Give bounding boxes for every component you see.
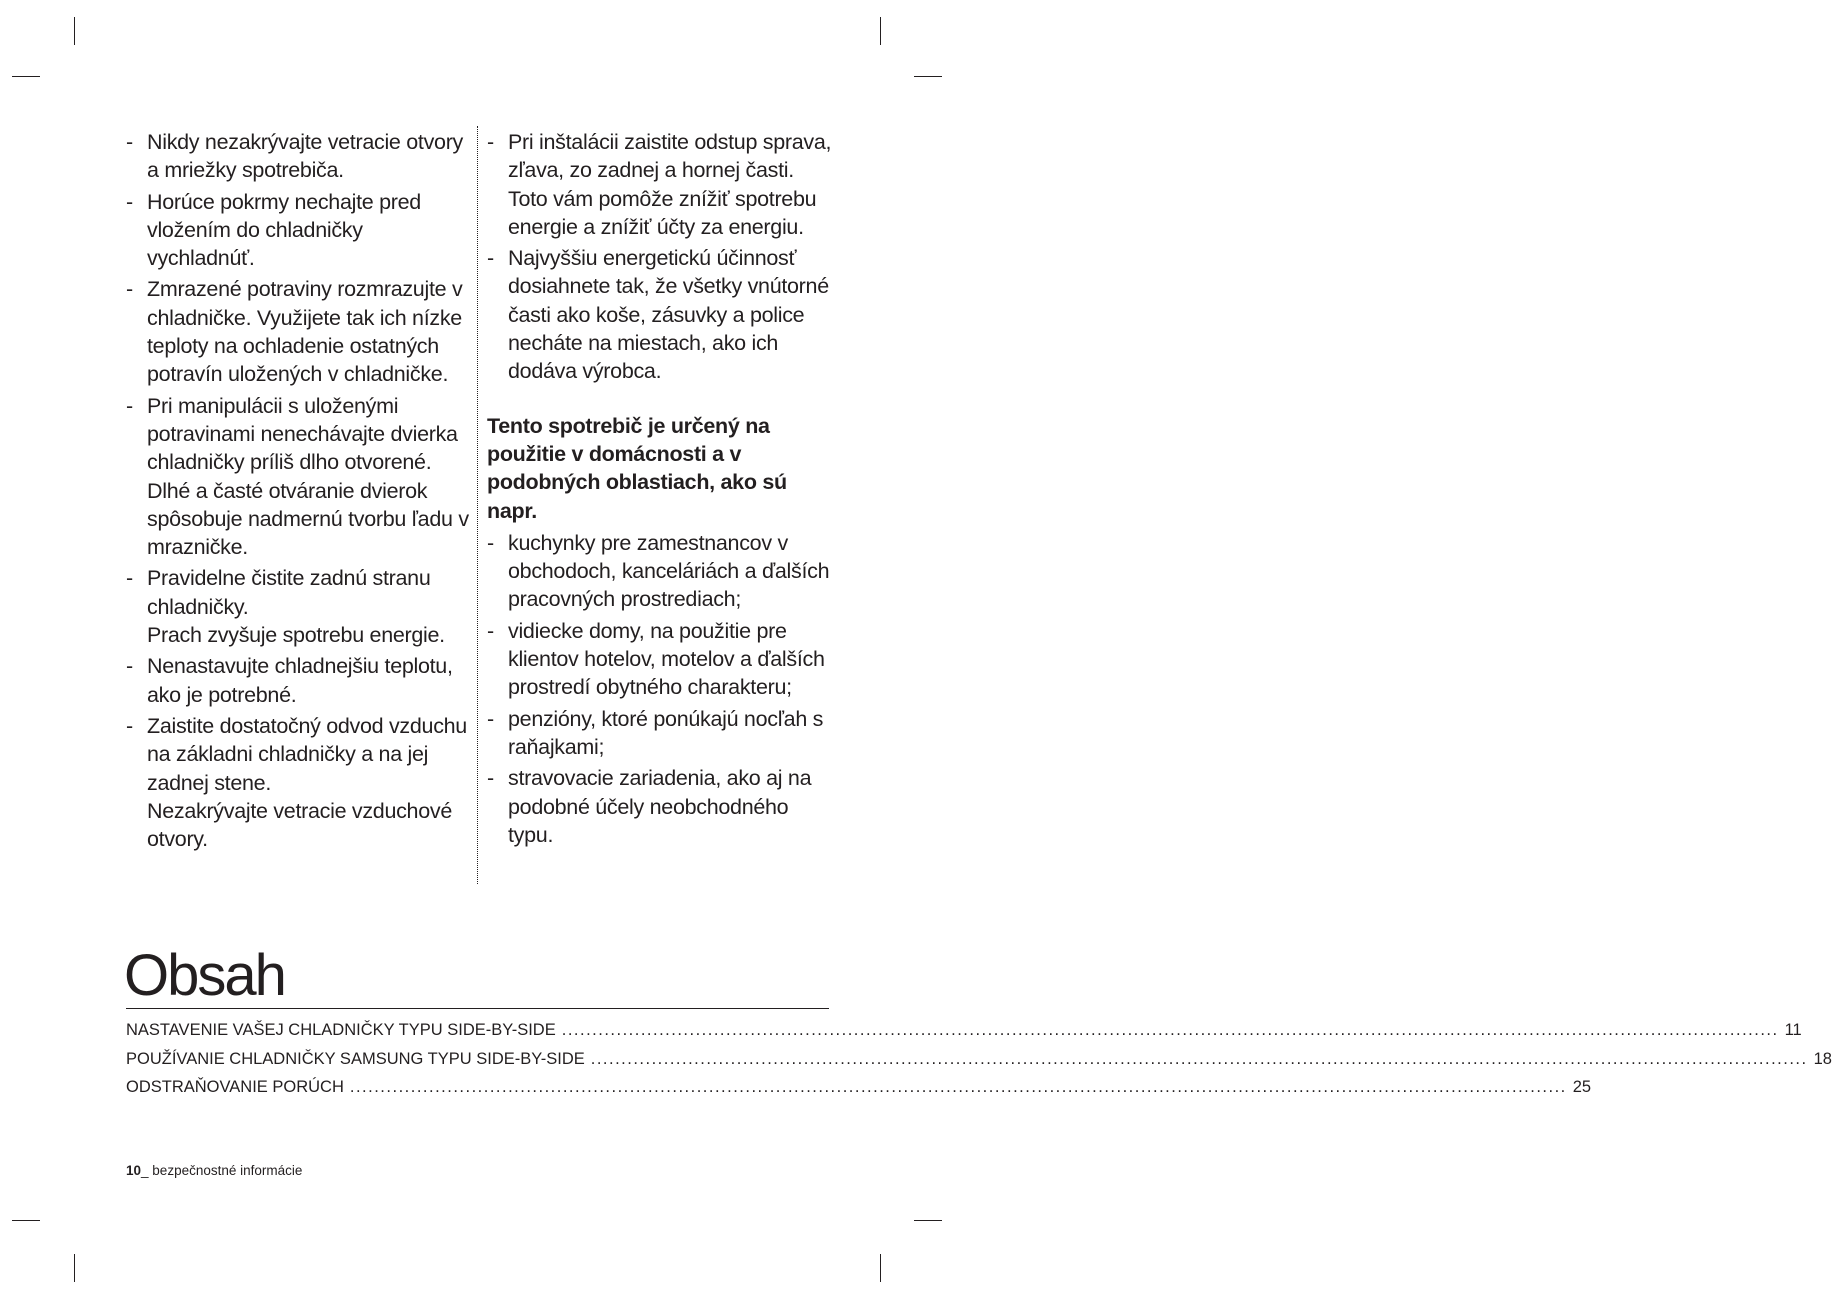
bullet-dash: - [487, 130, 494, 154]
bullet-dash: - [126, 654, 133, 679]
bullet-dash: - [126, 130, 133, 154]
list-item-text: Pri manipulácii s uloženými potravinami nenechávajte dvierka chladničky príliš dlho otvorené. Dlhé a časté otváranie dvierok spôsobuje nadmernú tvorbu ľadu v mrazničke. [147, 393, 469, 560]
list-item-text: Najvyššiu energetickú účinnosť dosiahnete tak, že všetky vnútorné časti ako koše, zásuvky a police necháte na miestach, ako ich dodáva výrobca. [508, 246, 829, 384]
list-item [126, 275, 472, 388]
list-item-text: Horúce pokrmy nechajte pred vložením do chladničky vychladnúť. [147, 189, 421, 271]
bullet-dash: - [487, 246, 494, 271]
list-item-text: vidiecke domy, na použitie pre klientov hotelov, motelov a ďalších prostredí obytného charakteru; [508, 618, 825, 700]
list-item [487, 705, 835, 762]
toc-rule [126, 1008, 829, 1009]
crop-mark [880, 1254, 881, 1282]
toc-leader-dots: ........................................................................................................................................................................................................ [561, 1021, 1779, 1039]
list-item-text: Zaistite dostatočný odvod vzduchu na základni chladničky a na jej zadnej stene. [147, 713, 467, 795]
page-number: 10 [126, 1163, 142, 1178]
page-footer [126, 1163, 302, 1178]
list-item-text: Toto vám pomôže znížiť spotrebu energie a znížiť účty za energiu. [508, 186, 817, 239]
left-column [126, 128, 472, 856]
list-item-text: Prach zvyšuje spotrebu energie. [147, 623, 445, 648]
toc-title: Obsah [124, 943, 285, 1008]
list-item-text: Nikdy nezakrývajte vetracie otvory a mriežky spotrebiča. [147, 130, 464, 183]
toc-entry-page: 18 [1813, 1049, 1832, 1068]
list-item [126, 712, 472, 853]
bullet-dash: - [126, 713, 133, 738]
list-item [487, 764, 835, 849]
footer-separator: _ [141, 1163, 153, 1178]
list-item [126, 564, 472, 649]
crop-mark [12, 1220, 40, 1221]
list-item-text: penzióny, ktoré ponúkajú nocľah s raňajkami; [508, 706, 824, 759]
toc-entry-label: ODSTRAŇOVANIE PORÚCH [126, 1078, 344, 1096]
toc-leader-dots: ........................................................................................................................................................................................................ [590, 1049, 1808, 1068]
list-item [126, 128, 472, 185]
bullet-dash: - [487, 706, 494, 731]
usage-heading: Tento spotrebič je určený na použitie v domácnosti a v podobných oblastiach, ako sú napr. [487, 413, 787, 523]
list-item-text: stravovacie zariadenia, ako aj na podobné účely neobchodného typu. [508, 766, 812, 847]
bullet-dash: - [487, 530, 494, 555]
footer-section: bezpečnostné informácie [152, 1163, 303, 1178]
list-item [126, 188, 472, 273]
list-item [487, 128, 835, 241]
bullet-dash: - [487, 618, 494, 643]
right-column [487, 128, 835, 852]
bullet-dash: - [487, 766, 494, 791]
crop-mark [74, 17, 75, 45]
list-item [487, 244, 835, 385]
bullet-dash: - [126, 566, 133, 591]
bullet-dash: - [126, 393, 133, 418]
bullet-dash: - [126, 277, 133, 302]
toc-entry-page: 25 [1572, 1078, 1592, 1096]
crop-mark [914, 1220, 942, 1221]
toc-leader-dots: ........................................................................................................................................................................................................ [349, 1078, 1567, 1096]
bullet-dash: - [126, 189, 133, 214]
left-bullet-list [126, 128, 472, 853]
list-item [126, 392, 472, 562]
list-item-text: Pri inštalácii zaistite odstup sprava, zľava, zo zadnej a hornej časti. [508, 130, 832, 183]
right-top-bullet-list [487, 128, 835, 386]
list-item-text: Pravidelne čistite zadnú stranu chladničky. [147, 566, 431, 619]
list-item-text: Zmrazené potraviny rozmrazujte v chladničke. Využijete tak ich nízke teploty na ochladenie ostatných potravín uložených v chladničke. [147, 277, 463, 387]
toc-entry-label: NASTAVENIE VAŠEJ CHLADNIČKY TYPU SIDE-BY-SIDE [126, 1021, 556, 1039]
toc-entry-page: 11 [1784, 1021, 1802, 1039]
crop-mark [914, 76, 942, 77]
toc-entry[interactable] [126, 1016, 1802, 1045]
list-item [487, 529, 835, 614]
crop-mark [880, 17, 881, 45]
toc-entry[interactable] [126, 1073, 1592, 1102]
list-item-text: Nezakrývajte vetracie vzduchové otvory. [147, 798, 452, 852]
list-item [126, 652, 472, 709]
crop-mark [74, 1254, 75, 1282]
list-item [487, 617, 835, 702]
column-divider [477, 126, 478, 884]
list-item-text: Nenastavujte chladnejšiu teplotu, ako je potrebné. [147, 654, 453, 707]
table-of-contents [126, 1016, 1832, 1102]
toc-entry-label: POUŽÍVANIE CHLADNIČKY SAMSUNG TYPU SIDE-BY-SIDE [126, 1049, 585, 1068]
list-item-text: kuchynky pre zamestnancov v obchodoch, kanceláriách a ďalších pracovných prostrediach; [508, 530, 830, 612]
crop-mark [12, 76, 40, 77]
toc-entry[interactable] [126, 1045, 1832, 1074]
right-bottom-bullet-list [487, 529, 835, 849]
